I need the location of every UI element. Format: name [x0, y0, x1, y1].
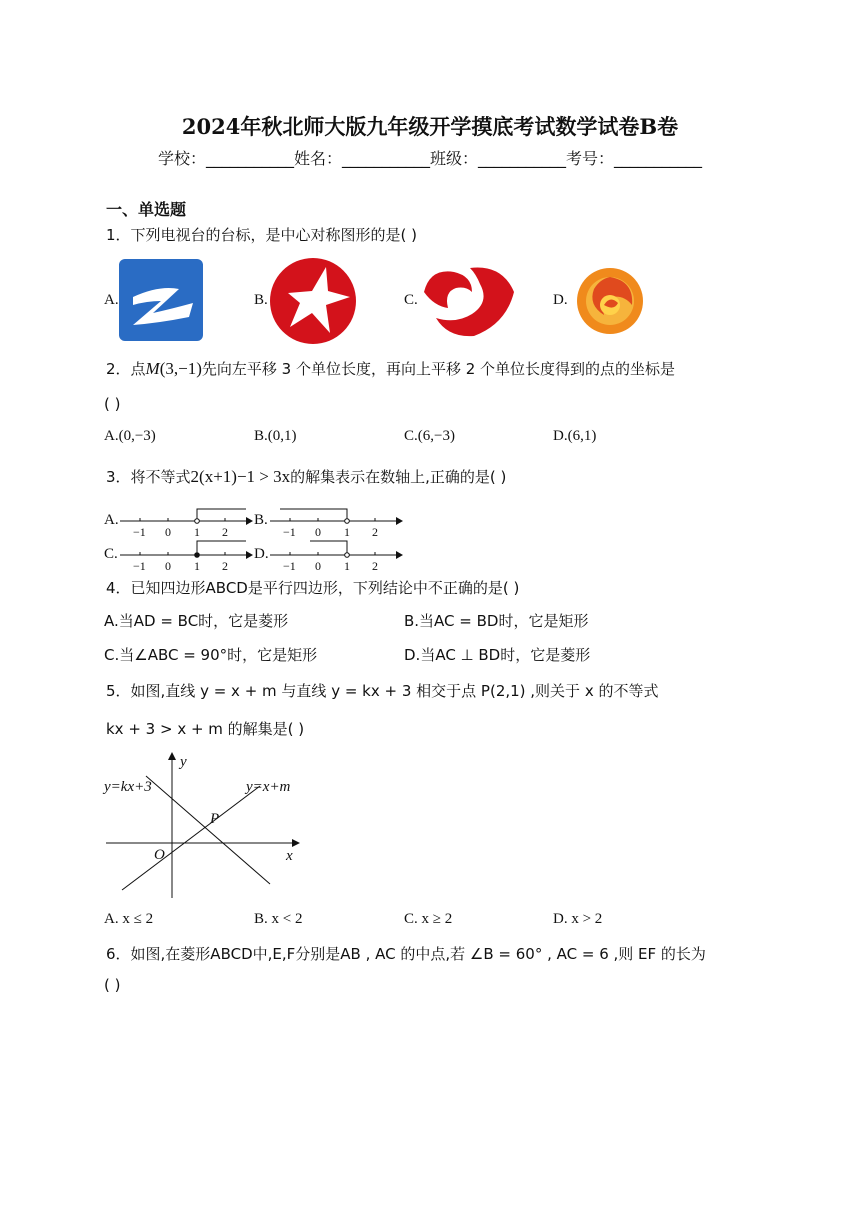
svg-text:2: 2: [372, 559, 378, 573]
q5-label-p: P: [210, 811, 220, 827]
q3-option-a-label: A.: [104, 512, 119, 528]
q2-option-c: C.(6,−3): [404, 428, 455, 444]
blue-z-logo-icon: [119, 259, 203, 341]
q5-option-d: D. x > 2: [553, 911, 603, 927]
question-5-line-2: kx + 3 > x + m 的解集是( ): [106, 720, 305, 738]
svg-text:−1: −1: [133, 525, 146, 539]
svg-text:2: 2: [372, 525, 378, 539]
question-4-text: 4．已知四边形ABCD是平行四边形，下列结论中不正确的是( ): [106, 579, 520, 597]
q1-option-b-label: B.: [254, 292, 268, 308]
q4-option-c: C.当∠ABC = 90°时，它是矩形: [104, 646, 318, 664]
question-2-paren: ( ): [104, 395, 121, 413]
svg-text:0: 0: [165, 559, 171, 573]
red-swirl-logo-icon: [420, 262, 516, 338]
student-info-line: 学校：___________姓名：___________班级：___________考号：___________: [157, 149, 702, 168]
svg-text:−1: −1: [133, 559, 146, 573]
red-star-logo-icon: [268, 257, 358, 345]
number-line-c: [120, 537, 254, 575]
q4-option-d: D.当AC ⊥ BD时，它是菱形: [404, 646, 591, 664]
svg-text:0: 0: [165, 525, 171, 539]
q4-option-a: A.当AD = BC时，它是菱形: [104, 612, 289, 630]
section-heading: 一、单选题: [106, 200, 187, 219]
q5-option-a: A. x ≤ 2: [104, 911, 154, 927]
svg-text:2: 2: [222, 559, 228, 573]
q5-label-line-kx3: y=kx+3: [104, 779, 152, 795]
number-line-a: [120, 503, 254, 541]
svg-text:1: 1: [344, 559, 350, 573]
q5-label-o: O: [154, 847, 165, 863]
svg-text:1: 1: [194, 525, 200, 539]
q5-label-y: y: [180, 754, 187, 770]
page-title: 2024年秋北师大版九年级开学摸底考试数学试卷B卷: [181, 114, 679, 139]
question-5-line-1: 5．如图,直线 y = x + m 与直线 y = kx + 3 相交于点 P(2,1) ,则关于 x 的不等式: [106, 682, 659, 700]
svg-text:−1: −1: [283, 559, 296, 573]
svg-text:0: 0: [315, 559, 321, 573]
q1-option-a-label: A.: [104, 292, 119, 308]
q4-option-b: B.当AC = BD时，它是矩形: [404, 612, 589, 630]
q3-option-d-label: D.: [254, 546, 269, 562]
question-2-text: 2．点M(3,−1)先向左平移 3 个单位长度，再向上平移 2 个单位长度得到的点的坐标是: [106, 359, 676, 378]
q1-option-c-label: C.: [404, 292, 418, 308]
q5-label-line-xm: y=x+m: [246, 779, 291, 795]
svg-text:1: 1: [344, 525, 350, 539]
question-1-text: 1．下列电视台的台标，是中心对称图形的是( ): [106, 226, 418, 244]
question-6-line-1: 6．如图,在菱形ABCD中,E,F分别是AB , AC 的中点,若 ∠B = 60° , AC = 6 ,则 EF 的长为: [106, 945, 706, 963]
q3-option-b-label: B.: [254, 512, 268, 528]
svg-text:0: 0: [315, 525, 321, 539]
phoenix-logo-icon: [574, 265, 646, 337]
q3-option-c-label: C.: [104, 546, 118, 562]
svg-text:−1: −1: [283, 525, 296, 539]
q2-option-a: A.(0,−3): [104, 428, 156, 444]
q5-option-c: C. x ≥ 2: [404, 911, 453, 927]
number-line-b: [270, 503, 404, 541]
q5-option-b: B. x < 2: [254, 911, 303, 927]
svg-text:2: 2: [222, 525, 228, 539]
q5-label-x: x: [286, 848, 293, 864]
svg-text:1: 1: [194, 559, 200, 573]
q2-option-b: B.(0,1): [254, 428, 297, 444]
q1-option-d-label: D.: [553, 292, 568, 308]
question-6-paren: ( ): [104, 976, 121, 994]
q2-option-d: D.(6,1): [553, 428, 597, 444]
number-line-d: [270, 537, 404, 575]
q5-graph: [100, 748, 310, 900]
question-3-text: 3．将不等式2(x+1)−1 > 3x的解集表示在数轴上,正确的是( ): [106, 467, 507, 486]
